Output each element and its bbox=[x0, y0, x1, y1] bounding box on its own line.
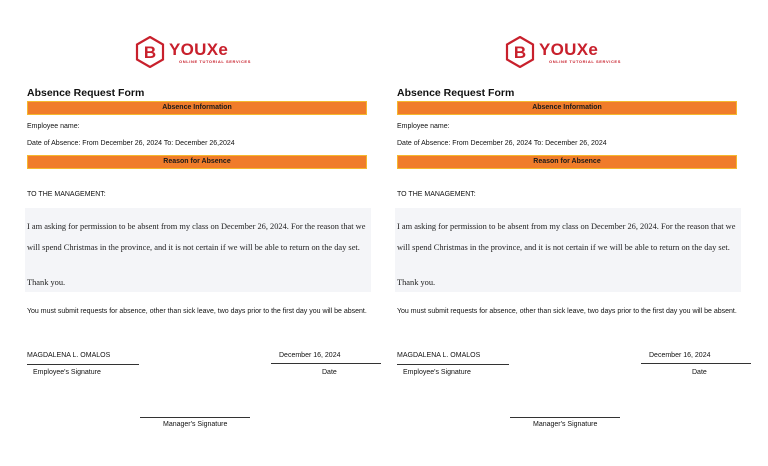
date-label: Date bbox=[322, 369, 337, 376]
logo-tagline: ONLINE TUTORIAL SERVICES bbox=[179, 59, 251, 64]
logo-wordmark: YOUXe bbox=[539, 40, 599, 59]
svg-text:B: B bbox=[513, 43, 527, 62]
company-logo bbox=[135, 36, 275, 68]
date-line bbox=[271, 363, 381, 364]
date-label: Date bbox=[692, 369, 707, 376]
employee-signature-line bbox=[27, 364, 139, 365]
manager-signature-line bbox=[510, 417, 620, 418]
form-title: Absence Request Form bbox=[397, 87, 515, 99]
reason-for-absence-header: Reason for Absence bbox=[27, 155, 367, 169]
employee-printed-name: MAGDALENA L. OMALOS bbox=[27, 352, 111, 359]
manager-signature-label: Manager's Signature bbox=[163, 421, 228, 428]
employee-signature-label: Employee's Signature bbox=[403, 369, 471, 376]
employee-name-label: Employee name: bbox=[397, 123, 450, 130]
signed-date: December 16, 2024 bbox=[279, 352, 341, 359]
policy-notice: You must submit requests for absence, other than sick leave, two days prior to the first day you will be absent. bbox=[397, 308, 737, 315]
manager-signature-line bbox=[140, 417, 250, 418]
logo-tagline: ONLINE TUTORIAL SERVICES bbox=[549, 59, 621, 64]
date-of-absence: Date of Absence: From December 26, 2024 To: December 26,2024 bbox=[27, 140, 235, 147]
form-title: Absence Request Form bbox=[27, 87, 145, 99]
manager-signature-label: Manager's Signature bbox=[533, 421, 598, 428]
closing-thanks: Thank you. bbox=[27, 278, 66, 287]
salutation: TO THE MANAGEMENT: bbox=[27, 191, 106, 198]
company-logo bbox=[505, 36, 645, 68]
reason-for-absence-header: Reason for Absence bbox=[397, 155, 737, 169]
hexagon-b-icon bbox=[135, 36, 165, 68]
date-line bbox=[641, 363, 751, 364]
hexagon-b-icon bbox=[505, 36, 535, 68]
employee-signature-line bbox=[397, 364, 509, 365]
reason-paragraph: I am asking for permission to be absent from my class on December 26, 2024. For the reason that we will spend Christmas in the province, and it is not certain if we will be able to return on the day set. bbox=[397, 222, 736, 252]
employee-printed-name: MAGDALENA L. OMALOS bbox=[397, 352, 481, 359]
reason-paragraph: I am asking for permission to be absent from my class on December 26, 2024. For the reason that we will spend Christmas in the province, and it is not certain if we will be able to return on the day set. bbox=[27, 222, 366, 252]
svg-text:B: B bbox=[143, 43, 157, 62]
reason-body bbox=[395, 208, 741, 292]
absence-form-left bbox=[25, 0, 375, 466]
reason-body bbox=[25, 208, 371, 292]
absence-information-header: Absence Information bbox=[397, 101, 737, 115]
closing-thanks: Thank you. bbox=[397, 278, 436, 287]
signed-date: December 16, 2024 bbox=[649, 352, 711, 359]
date-of-absence: Date of Absence: From December 26, 2024 To: December 26, 2024 bbox=[397, 140, 607, 147]
policy-notice: You must submit requests for absence, other than sick leave, two days prior to the first day you will be absent. bbox=[27, 308, 367, 315]
salutation: TO THE MANAGEMENT: bbox=[397, 191, 476, 198]
logo-wordmark: YOUXe bbox=[169, 40, 229, 59]
employee-signature-label: Employee's Signature bbox=[33, 369, 101, 376]
absence-information-header: Absence Information bbox=[27, 101, 367, 115]
absence-form-right bbox=[395, 0, 745, 466]
employee-name-label: Employee name: bbox=[27, 123, 80, 130]
